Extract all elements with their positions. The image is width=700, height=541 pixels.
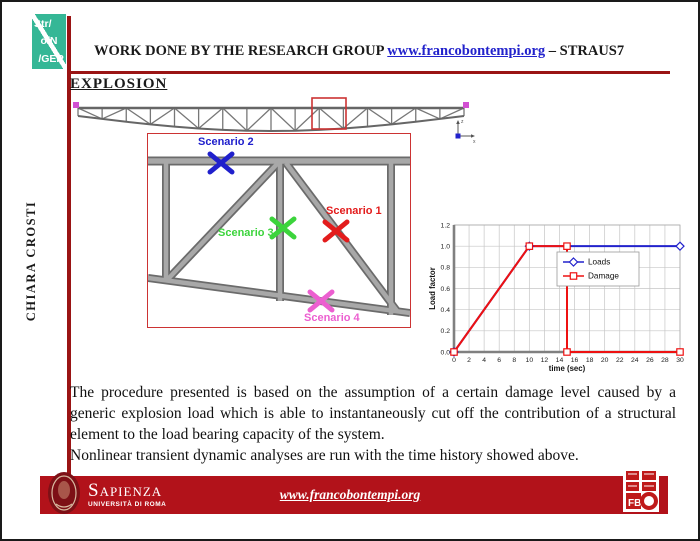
header-red-rule <box>67 71 670 74</box>
stronger-logo <box>32 14 66 69</box>
title-prefix: WORK DONE BY THE RESEARCH GROUP <box>94 43 384 59</box>
svg-text:1.2: 1.2 <box>440 222 450 230</box>
svg-text:0.0: 0.0 <box>440 349 450 357</box>
title-suffix: – STRAUS7 <box>548 43 625 59</box>
svg-text:30: 30 <box>676 357 684 364</box>
svg-text:z: z <box>461 119 464 125</box>
slide-title <box>94 43 624 60</box>
fb-stamp-logo <box>623 468 659 512</box>
footer-link[interactable]: www.francobontempi.org <box>279 487 421 502</box>
svg-text:Load factor: Load factor <box>428 267 437 310</box>
sapienza-subtitle: UNIVERSITÀ DI ROMA <box>88 501 167 508</box>
svg-text:22: 22 <box>615 357 624 364</box>
author-name: CHIARA CROSTI <box>24 200 38 322</box>
header-link[interactable]: www.francobontempi.org <box>387 43 546 59</box>
scenario-4-label: Scenario 4 <box>304 312 360 324</box>
svg-text:16: 16 <box>570 357 579 364</box>
truss-detail-figure <box>147 133 411 328</box>
logo-line: /GER <box>38 52 64 65</box>
scenario-2-label: Scenario 2 <box>198 136 254 148</box>
axes-triad-icon <box>449 117 479 147</box>
svg-text:14: 14 <box>555 357 564 364</box>
svg-text:12: 12 <box>540 357 549 364</box>
svg-text:Damage: Damage <box>588 271 619 281</box>
truss-detail-drawing <box>148 134 410 327</box>
svg-text:time (sec): time (sec) <box>548 364 586 373</box>
scenario-1-label: Scenario 1 <box>326 205 382 217</box>
footer-link-wrap <box>2 486 698 504</box>
svg-text:0: 0 <box>452 357 456 364</box>
body-text <box>70 383 676 467</box>
paragraph-procedure: The procedure presented is based on the assumption of a certain damage level caused by a generic explosion load which is able to instantaneously cut off the contribution of a structural element to the load bearing capacity of the system. <box>70 384 676 443</box>
section-heading: EXPLOSION <box>70 76 168 92</box>
svg-text:0.2: 0.2 <box>440 328 450 336</box>
svg-text:Loads: Loads <box>588 257 611 267</box>
scenario-3-label: Scenario 3 <box>218 227 274 239</box>
logo-line: Str/ <box>34 18 52 30</box>
svg-text:10: 10 <box>525 357 534 364</box>
svg-text:28: 28 <box>661 357 669 364</box>
sapienza-name: Sapienza <box>88 480 163 501</box>
load-factor-chart <box>428 212 696 374</box>
svg-text:20: 20 <box>600 357 609 364</box>
svg-text:0.4: 0.4 <box>440 307 450 315</box>
stamp-letters: FB <box>628 498 642 509</box>
svg-text:4: 4 <box>482 357 487 364</box>
svg-text:x: x <box>473 139 476 145</box>
svg-text:24: 24 <box>631 357 639 364</box>
svg-text:18: 18 <box>585 357 594 364</box>
svg-text:8: 8 <box>512 357 517 364</box>
svg-text:0.6: 0.6 <box>440 285 450 293</box>
svg-text:6: 6 <box>497 357 502 364</box>
svg-text:26: 26 <box>646 357 654 364</box>
svg-text:2: 2 <box>467 357 471 364</box>
logo-line: o/N <box>40 35 58 48</box>
paragraph-analyses: Nonlinear transient dynamic analyses are run with the time history showed above. <box>70 446 579 464</box>
svg-text:1.0: 1.0 <box>440 243 450 251</box>
svg-text:0.8: 0.8 <box>440 264 450 272</box>
